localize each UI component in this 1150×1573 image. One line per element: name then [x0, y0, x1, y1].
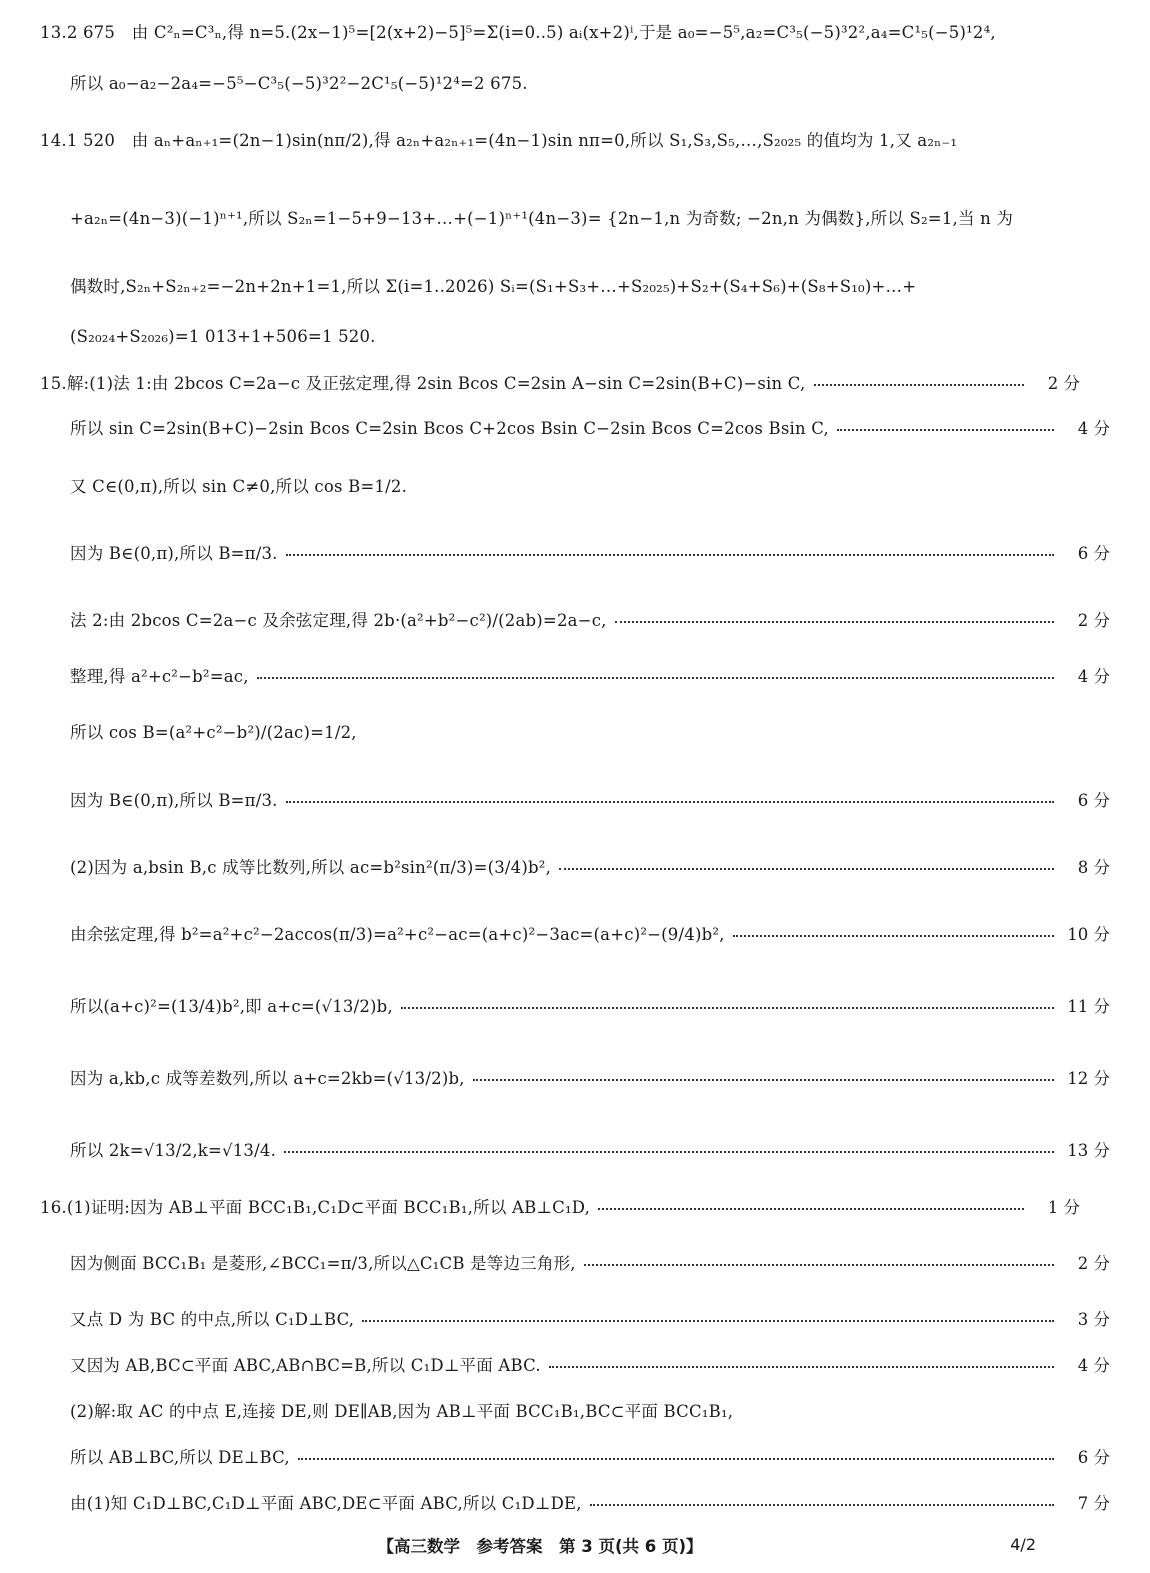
text-line: 13.2 675 由 C²ₙ=C³ₙ,得 n=5.(2x−1)⁵=[2(x+2)−5]⁵=Σ(i=0..5) aᵢ(x+2)ⁱ,于是 a₀=−5⁵,a₂=C³₅(−5)³2²,a₄=C¹₅(−5)¹2⁴,	[40, 23, 996, 42]
score: 4 分	[1077, 419, 1110, 438]
score: 4 分	[1077, 1356, 1110, 1375]
text-line: 所以 cos B=(a²+c²−b²)/(2ac)=1/2,	[70, 723, 357, 742]
answer-line: 所以 AB⊥BC,所以 DE⊥BC, 6 分	[0, 1441, 1150, 1471]
answer-line: 所以(a+c)²=(13/4)b²,即 a+c=(√13/2)b, 11 分	[0, 990, 1150, 1020]
score: 2 分	[1047, 374, 1080, 393]
answer-line: 因为侧面 BCC₁B₁ 是菱形,∠BCC₁=π/3,所以△C₁CB 是等边三角形, 2 分	[0, 1247, 1150, 1277]
text-line: +a₂ₙ=(4n−3)(−1)ⁿ⁺¹,所以 S₂ₙ=1−5+9−13+…+(−1)ⁿ⁺¹(4n−3)= {2n−1,n 为奇数; −2n,n 为偶数},所以 S₂=1,当 n 为	[70, 209, 1014, 228]
score: 6 分	[1077, 1448, 1110, 1467]
answer-line: 法 2:由 2bcos C=2a−c 及余弦定理,得 2b·(a²+b²−c²)/(2ab)=2a−c, 2 分	[0, 604, 1150, 634]
page-footer: 【高三数学 参考答案 第 3 页(共 6 页)】	[377, 1537, 703, 1556]
answer-line: (2)因为 a,bsin B,c 成等比数列,所以 ac=b²sin²(π/3)=(3/4)b², 8 分	[0, 851, 1150, 881]
score: 2 分	[1077, 611, 1110, 630]
text-line: 14.1 520 由 aₙ+aₙ₊₁=(2n−1)sin(nπ/2),得 a₂ₙ+a₂ₙ₊₁=(4n−1)sin nπ=0,所以 S₁,S₃,S₅,…,S₂₀₂₅ 的值均为 1,又 a₂ₙ₋₁	[40, 131, 958, 150]
score: 10 分	[1067, 925, 1110, 944]
score: 7 分	[1077, 1494, 1110, 1513]
answer-line: 15.解:(1)法 1:由 2bcos C=2a−c 及正弦定理,得 2sin Bcos C=2sin A−sin C=2sin(B+C)−sin C, 2 分	[0, 367, 1120, 397]
score: 6 分	[1077, 791, 1110, 810]
text-line: (S₂₀₂₄+S₂₀₂₆)=1 013+1+506=1 520.	[70, 326, 376, 346]
answer-line: 又因为 AB,BC⊂平面 ABC,AB∩BC=B,所以 C₁D⊥平面 ABC. 4 分	[0, 1349, 1150, 1379]
score: 13 分	[1067, 1141, 1110, 1160]
answer-line: 因为 a,kb,c 成等差数列,所以 a+c=2kb=(√13/2)b, 12 分	[0, 1062, 1150, 1092]
answer-line: 整理,得 a²+c²−b²=ac, 4 分	[0, 660, 1150, 690]
page-mark: 4/2	[1010, 1535, 1036, 1554]
text-line: (2)解:取 AC 的中点 E,连接 DE,则 DE∥AB,因为 AB⊥平面 BCC₁B₁,BC⊂平面 BCC₁B₁,	[70, 1402, 734, 1421]
score: 8 分	[1077, 858, 1110, 877]
text-line: 偶数时,S₂ₙ+S₂ₙ₊₂=−2n+2n+1=1,所以 Σ(i=1..2026) Sᵢ=(S₁+S₃+…+S₂₀₂₅)+S₂+(S₄+S₆)+(S₈+S₁₀)+…+	[70, 277, 917, 296]
answer-line: 因为 B∈(0,π),所以 B=π/3. 6 分	[0, 784, 1150, 814]
answer-line: 由余弦定理,得 b²=a²+c²−2accos(π/3)=a²+c²−ac=(a+c)²−3ac=(a+c)²−(9/4)b², 10 分	[0, 918, 1150, 948]
score: 1 分	[1047, 1198, 1080, 1217]
text-line: 又 C∈(0,π),所以 sin C≠0,所以 cos B=1/2.	[70, 477, 408, 496]
text-line: 所以 a₀−a₂−2a₄=−5⁵−C³₅(−5)³2²−2C¹₅(−5)¹2⁴=2 675.	[70, 74, 528, 93]
score: 6 分	[1077, 544, 1110, 563]
answer-line: 所以 sin C=2sin(B+C)−2sin Bcos C=2sin Bcos C+2cos Bsin C−2sin Bcos C=2cos Bsin C, 4 分	[0, 412, 1150, 442]
answer-line: 因为 B∈(0,π),所以 B=π/3. 6 分	[0, 537, 1150, 567]
score: 2 分	[1077, 1254, 1110, 1273]
answer-line: 由(1)知 C₁D⊥BC,C₁D⊥平面 ABC,DE⊂平面 ABC,所以 C₁D⊥DE, 7 分	[0, 1487, 1150, 1517]
score: 3 分	[1077, 1310, 1110, 1329]
answer-line: 所以 2k=√13/2,k=√13/4. 13 分	[0, 1134, 1150, 1164]
score: 11 分	[1067, 997, 1110, 1016]
answer-line: 又点 D 为 BC 的中点,所以 C₁D⊥BC, 3 分	[0, 1303, 1150, 1333]
score: 12 分	[1067, 1069, 1110, 1088]
score: 4 分	[1077, 667, 1110, 686]
answer-line: 16.(1)证明:因为 AB⊥平面 BCC₁B₁,C₁D⊂平面 BCC₁B₁,所以 AB⊥C₁D, 1 分	[0, 1191, 1120, 1221]
